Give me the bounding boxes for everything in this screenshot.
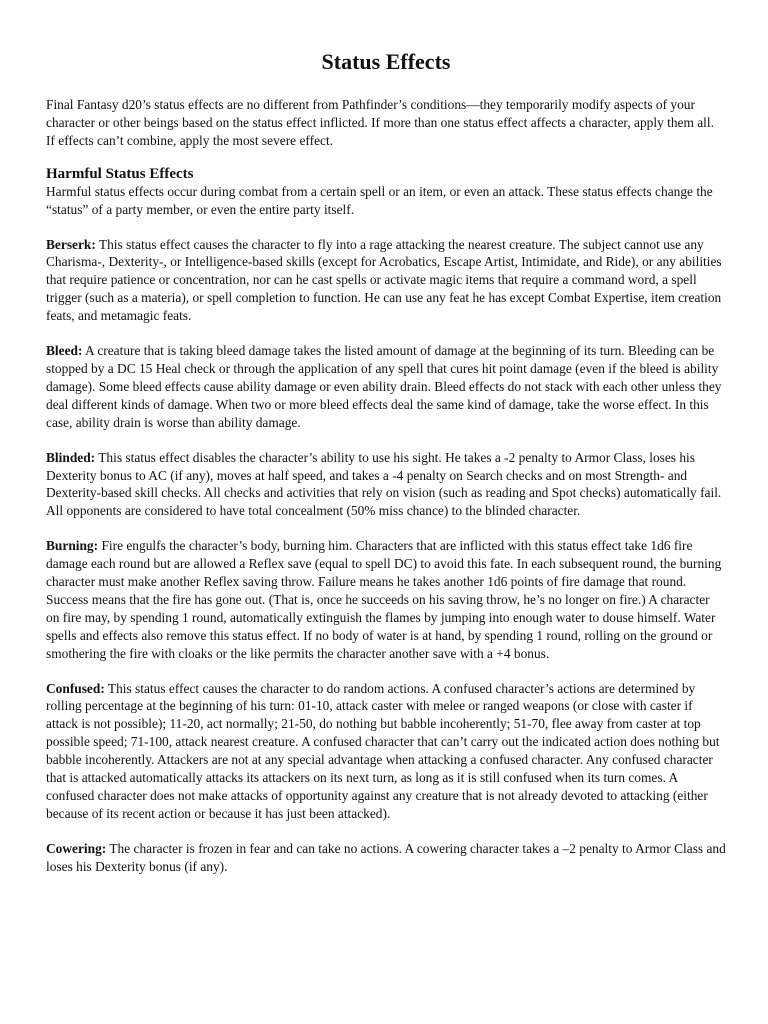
effect-confused (46, 680, 726, 823)
effect-cowering (46, 840, 726, 876)
effect-term: Confused: (46, 680, 105, 696)
effect-term: Berserk: (46, 236, 96, 252)
intro-paragraph: Final Fantasy d20’s status effects are no different from Pathfinder’s conditions—they temporarily modify aspects of your character or other beings based on the status effect inflicted. If more than one status effect affects a character, apply them all. If effects can’t combine, apply the most severe effect. (46, 97, 714, 148)
effect-description: This status effect disables the character’s ability to use his sight. He takes a -2 penalty to Armor Class, loses his Dexterity bonus to AC (if any), moves at half speed, and takes a -4 penalty on Search checks and on most Strength- and Dexterity-based skill checks. All checks and activities that rely on vision (such as reading and Spot checks) automatically fail. All opponents are considered to have total concealment (50% miss chance) to the blinded character. (46, 449, 722, 519)
effect-term: Blinded: (46, 449, 96, 465)
effect-description: Fire engulfs the character’s body, burning him. Characters that are inflicted with this status effect take 1d6 fire damage each round but are allowed a Reflex save (equal to spell DC) to avoid this fate. In each subsequent round, the burning character must make another Reflex saving throw. Failure means he takes another 1d6 points of fire damage that round. Success means that the fire has gone out. (That is, once he succeeds on his saving throw, he’s no longer on fire.) A character on fire may, by spending 1 round, automatically extinguish the flames by jumping into enough water to douse himself. Water spells and effects also remove this status effect. If no body of water is at hand, by spending 1 round, rolling on the ground or smothering the fire with cloaks or the like permits the character another save with a +4 bonus. (46, 538, 722, 661)
effect-term: Cowering: (46, 840, 107, 856)
section-heading: Harmful Status Effects (46, 165, 194, 182)
page-title: Status Effects (321, 49, 451, 74)
effect-burning (46, 537, 726, 662)
effect-blinded (46, 449, 726, 521)
effect-berserk (46, 236, 726, 326)
document-page (46, 48, 726, 893)
effect-description: This status effect causes the character to do random actions. A confused character’s actions are determined by rolling percentage at the beginning of his turn: 01-10, attack caster with melee or ranged weapons (or close with caster if attack is not possible); 11-20, act normally; 21-50, do nothing but babble incoherently; 51-70, flee away from caster at top possible speed; 71-100, attack nearest creature. A confused character that can’t carry out the indicated action does nothing but babble incoherently. Attackers are not at any special advantage when attacking a confused character. Any confused character that is attacked automatically attacks its attackers on its next turn, as long as it is still confused when its turn comes. A confused character does not make attacks of opportunity against any creature that is not already devoted to attacking (either because of its recent action or because it has just been attacked). (46, 680, 720, 821)
section-intro-paragraph: Harmful status effects occur during combat from a certain spell or an item, or even an attack. These status effects change the “status” of a party member, or even the entire party itself. (46, 183, 713, 217)
effect-description: The character is frozen in fear and can take no actions. A cowering character takes a –2 penalty to Armor Class and loses his Dexterity bonus (if any). (46, 840, 726, 874)
effect-term: Burning: (46, 538, 99, 554)
effect-description: A creature that is taking bleed damage takes the listed amount of damage at the beginning of its turn. Bleeding can be stopped by a DC 15 Heal check or through the application of any spell that cures hit point damage (even if the bleed is ability damage). Some bleed effects cause ability damage or even ability drain. Bleed effects do not stack with each other unless they deal different kinds of damage. When two or more bleed effects deal the same kind of damage, take the worse effect. In this case, ability drain is worse than ability damage. (46, 343, 722, 430)
effect-bleed (46, 342, 726, 432)
effect-description: This status effect causes the character to fly into a rage attacking the nearest creature. The subject cannot use any Charisma-, Dexterity-, or Intelligence-based skills (except for Acrobatics, Escape Artist, Intimidate, and Ride), or any abilities that require patience or concentration, nor can he cast spells or activate magic items that require a command word, a spell trigger (such as a materia), or spell completion to function. He can use any feat he has except Combat Expertise, item creation feats, and metamagic feats. (46, 236, 722, 324)
effect-term: Bleed: (46, 343, 83, 359)
